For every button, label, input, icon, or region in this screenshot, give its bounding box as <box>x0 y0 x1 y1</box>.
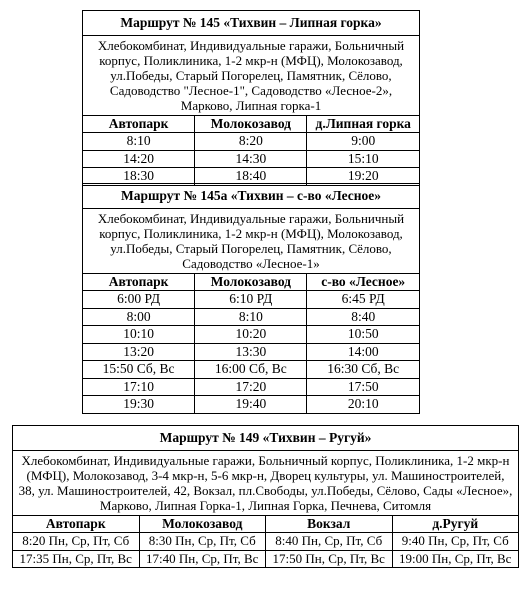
time-cell: 16:30 Сб, Вс <box>307 361 420 379</box>
route-stops: Хлебокомбинат, Индивидуальные гаражи, Больничный корпус, Поликлиника, 1-2 мкр-н (МФЦ), Молокозавод, ул.Победы, Старый Погорелец, Памятник, Сёлово, Садоводство «Лесное-1» <box>83 209 420 274</box>
time-cell: 6:45 РД <box>307 291 420 309</box>
route-stops: Хлебокомбинат, Индивидуальные гаражи, Больничный корпус, Поликлиника, 1-2 мкр-н (МФЦ), Молокозавод, ул.Победы, Старый Погорелец, Памятник, Сёлово, Садоводство "Лесное-1", Садоводство «Лесное-2», Марково, Липная горка-1 <box>83 36 420 116</box>
time-cell: 9:40 Пн, Ср, Пт, Сб <box>392 533 519 551</box>
time-cell: 8:20 Пн, Ср, Пт, Сб <box>13 533 140 551</box>
column-header: Автопарк <box>83 274 195 291</box>
time-cell: 6:10 РД <box>195 291 307 309</box>
time-cell: 9:00 <box>307 133 420 151</box>
time-cell: 18:40 <box>195 168 307 186</box>
time-cell: 8:00 <box>83 308 195 326</box>
time-cell: 15:50 Сб, Вс <box>83 361 195 379</box>
route-stops: Хлебокомбинат, Индивидуальные гаражи, Больничный корпус, Поликлиника, 1-2 мкр-н (МФЦ), Молокозавод, 3-4 мкр-н, 5-6 мкр-н, Дворец культуры, ул. Машиностроителей, 38, ул. Машиностроителей, 42, Вокзал, пл.Свободы, ул.Победы, Сёлово, Сады «Лесное», Марково, Липная Горка-1, Липная Горка, Печнева, Ситомля <box>13 451 519 516</box>
time-cell: 19:30 <box>83 396 195 414</box>
time-cell: 8:10 <box>195 308 307 326</box>
route-145-table <box>82 10 420 186</box>
time-cell: 17:40 Пн, Ср, Пт, Вс <box>139 550 266 568</box>
time-cell: 13:20 <box>83 343 195 361</box>
time-cell: 17:35 Пн, Ср, Пт, Вс <box>13 550 140 568</box>
time-cell: 6:00 РД <box>83 291 195 309</box>
column-header: Молокозавод <box>195 274 307 291</box>
table-row <box>83 308 420 326</box>
time-cell: 8:10 <box>83 133 195 151</box>
column-header: Молокозавод <box>139 516 266 533</box>
time-cell: 8:20 <box>195 133 307 151</box>
column-header: Автопарк <box>83 116 195 133</box>
time-cell: 15:10 <box>307 150 420 168</box>
route-title: Маршрут № 145а «Тихвин – с-во «Лесное» <box>83 184 420 209</box>
table-row <box>83 326 420 344</box>
table-row <box>83 291 420 309</box>
time-cell: 17:50 <box>307 378 420 396</box>
table-row <box>83 378 420 396</box>
table-row <box>83 343 420 361</box>
column-header: с-во «Лесное» <box>307 274 420 291</box>
column-header: Автопарк <box>13 516 140 533</box>
time-cell: 8:40 Пн, Ср, Пт, Сб <box>266 533 393 551</box>
time-cell: 14:30 <box>195 150 307 168</box>
time-cell: 14:00 <box>307 343 420 361</box>
route-149-table <box>12 425 519 568</box>
time-cell: 16:00 Сб, Вс <box>195 361 307 379</box>
time-cell: 19:40 <box>195 396 307 414</box>
time-cell: 20:10 <box>307 396 420 414</box>
route-title: Маршрут № 149 «Тихвин – Ругуй» <box>13 426 519 451</box>
route-title: Маршрут № 145 «Тихвин – Липная горка» <box>83 11 420 36</box>
route-145a-table <box>82 183 420 414</box>
time-cell: 17:50 Пн, Ср, Пт, Вс <box>266 550 393 568</box>
time-cell: 18:30 <box>83 168 195 186</box>
time-cell: 19:00 Пн, Ср, Пт, Вс <box>392 550 519 568</box>
column-header: Молокозавод <box>195 116 307 133</box>
time-cell: 10:20 <box>195 326 307 344</box>
time-cell: 8:40 <box>307 308 420 326</box>
table-row <box>13 533 519 551</box>
time-cell: 17:10 <box>83 378 195 396</box>
column-header: д.Липная горка <box>307 116 420 133</box>
table-row <box>83 396 420 414</box>
table-row <box>83 133 420 151</box>
column-header: д.Ругуй <box>392 516 519 533</box>
table-row <box>13 550 519 568</box>
time-cell: 13:30 <box>195 343 307 361</box>
time-cell: 10:10 <box>83 326 195 344</box>
time-cell: 10:50 <box>307 326 420 344</box>
table-row <box>83 150 420 168</box>
time-cell: 14:20 <box>83 150 195 168</box>
time-cell: 17:20 <box>195 378 307 396</box>
time-cell: 8:30 Пн, Ср, Пт, Сб <box>139 533 266 551</box>
column-header: Вокзал <box>266 516 393 533</box>
table-row <box>83 361 420 379</box>
time-cell: 19:20 <box>307 168 420 186</box>
